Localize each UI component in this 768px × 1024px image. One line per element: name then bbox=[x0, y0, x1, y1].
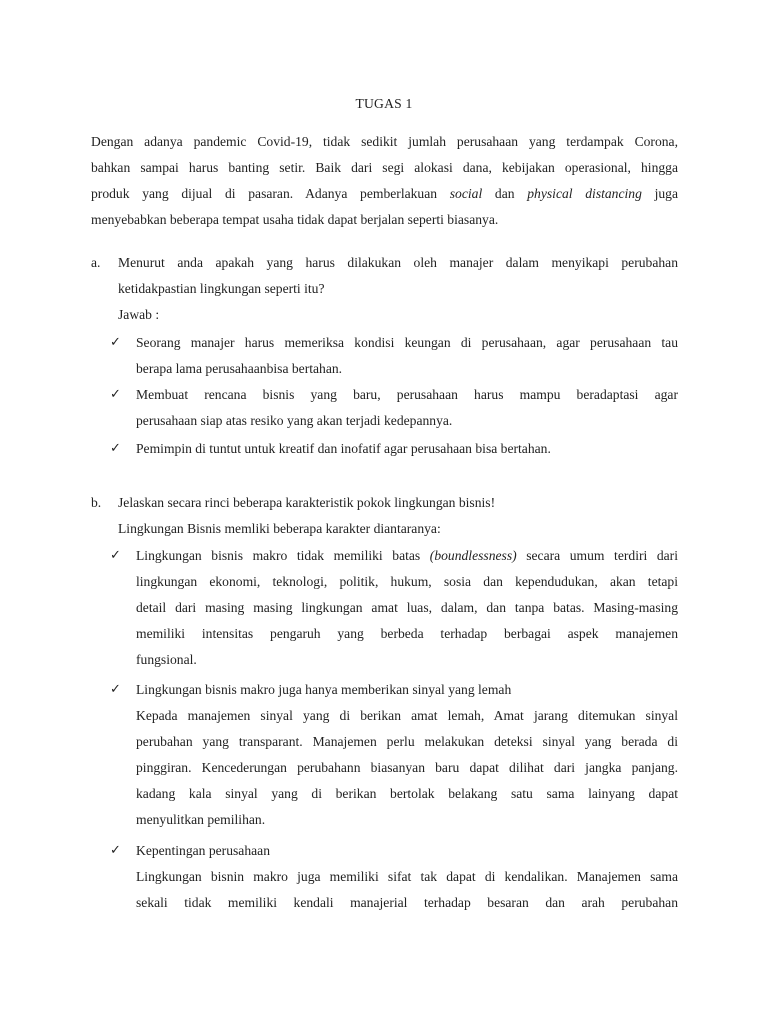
bullet-line: perubahan yang transparant. Manajemen perlu melakukan deteksi sinyal yang berada di bbox=[136, 734, 678, 749]
bullet-item bbox=[136, 838, 678, 916]
bullet-line: perusahaan siap atas resiko yang akan terjadi kedepannya. bbox=[136, 413, 453, 428]
bullet-line: memiliki intensitas pengaruh yang berbeda terhadap berbagai aspek manajemen bbox=[136, 626, 678, 641]
bullet-line: menyulitkan pemilihan. bbox=[136, 812, 266, 827]
bullet-line: berapa lama perusahaanbisa bertahan. bbox=[136, 361, 343, 376]
bullet-line: kadang kala sinyal yang di berikan bertolak belakang satu sama lainyang dapat bbox=[136, 786, 678, 801]
bullet-line: pinggiran. Kencederungan perubahann biasanyan baru dapat dilihat dari jangka panjang. bbox=[136, 760, 678, 775]
bullet-item bbox=[136, 436, 678, 462]
text-run: juga bbox=[641, 186, 678, 201]
question-a-text bbox=[118, 250, 678, 328]
intro-line: menyebabkan beberapa tempat usaha tidak dapat berjalan seperti biasanya. bbox=[91, 212, 499, 227]
question-line: Menurut anda apakah yang harus dilakukan oleh manajer dalam menyikapi perubahan bbox=[118, 255, 678, 270]
text-run: Lingkungan bisnis makro tidak memiliki batas bbox=[136, 548, 430, 563]
check-icon: ✓ bbox=[110, 682, 121, 697]
section-intro: Lingkungan Bisnis memliki beberapa karakter diantaranya: bbox=[118, 521, 441, 536]
document-title: TUGAS 1 bbox=[355, 96, 413, 111]
bullet-line: Membuat rencana bisnis yang baru, perusahaan harus mampu beradaptasi agar bbox=[136, 387, 678, 402]
check-icon: ✓ bbox=[110, 441, 121, 456]
bullet-item bbox=[136, 330, 678, 382]
check-icon: ✓ bbox=[110, 843, 121, 858]
answer-label: Jawab : bbox=[118, 307, 160, 322]
question-line: Jelaskan secara rinci beberapa karakteristik pokok lingkungan bisnis! bbox=[118, 495, 496, 510]
intro-paragraph bbox=[91, 129, 678, 233]
bullet-line: fungsional. bbox=[136, 652, 197, 667]
italic-term: social bbox=[449, 186, 483, 201]
question-marker: b. bbox=[91, 495, 102, 510]
intro-line: Dengan adanya pandemic Covid-19, tidak sedikit jumlah perusahaan yang terdampak Corona, bbox=[91, 134, 678, 149]
bullet-line: detail dari masing masing lingkungan amat luas, dalam, dan tanpa batas. Masing-masing bbox=[136, 600, 678, 615]
bullet-line: Lingkungan bisnin makro juga memiliki sifat tak dapat di kendalikan. Manajemen sama bbox=[136, 869, 678, 884]
bullet-line bbox=[136, 543, 678, 569]
bullet-line: Seorang manajer harus memeriksa kondisi keungan di perusahaan, agar perusahaan tau bbox=[136, 335, 678, 350]
bullet-line: lingkungan ekonomi, teknologi, politik, hukum, sosia dan kependudukan, akan tetapi bbox=[136, 574, 678, 589]
italic-term: physical distancing bbox=[527, 186, 642, 201]
check-icon: ✓ bbox=[110, 548, 121, 563]
italic-term: (boundlessness) bbox=[429, 548, 517, 563]
text-run: produk yang dijual di pasaran. Adanya pemberlakuan bbox=[91, 186, 450, 201]
check-icon: ✓ bbox=[110, 335, 121, 350]
question-marker: a. bbox=[91, 255, 101, 270]
bullet-line: Pemimpin di tuntut untuk kreatif dan inofatif agar perusahaan bisa bertahan. bbox=[136, 441, 551, 456]
question-line: ketidakpastian lingkungan seperti itu? bbox=[118, 281, 325, 296]
text-run: dan bbox=[482, 186, 528, 201]
check-icon: ✓ bbox=[110, 387, 121, 402]
bullet-item bbox=[136, 677, 678, 833]
bullet-line: sekali tidak memiliki kendali manajerial terhadap besaran dan arah perubahan bbox=[136, 895, 678, 910]
bullet-line: Kepentingan perusahaan bbox=[136, 843, 270, 858]
intro-line bbox=[91, 181, 678, 207]
question-b-text bbox=[118, 490, 678, 542]
bullet-item bbox=[136, 543, 678, 673]
bullet-line: Kepada manajemen sinyal yang di berikan amat lemah, Amat jarang ditemukan sinyal bbox=[136, 708, 678, 723]
text-run: secara umum terdiri dari bbox=[516, 548, 678, 563]
bullet-line: Lingkungan bisnis makro juga hanya memberikan sinyal yang lemah bbox=[136, 682, 512, 697]
bullet-item bbox=[136, 382, 678, 434]
intro-line: bahkan sampai harus banting setir. Baik dari segi alokasi dana, kebijakan operasional, hingga bbox=[91, 160, 678, 175]
